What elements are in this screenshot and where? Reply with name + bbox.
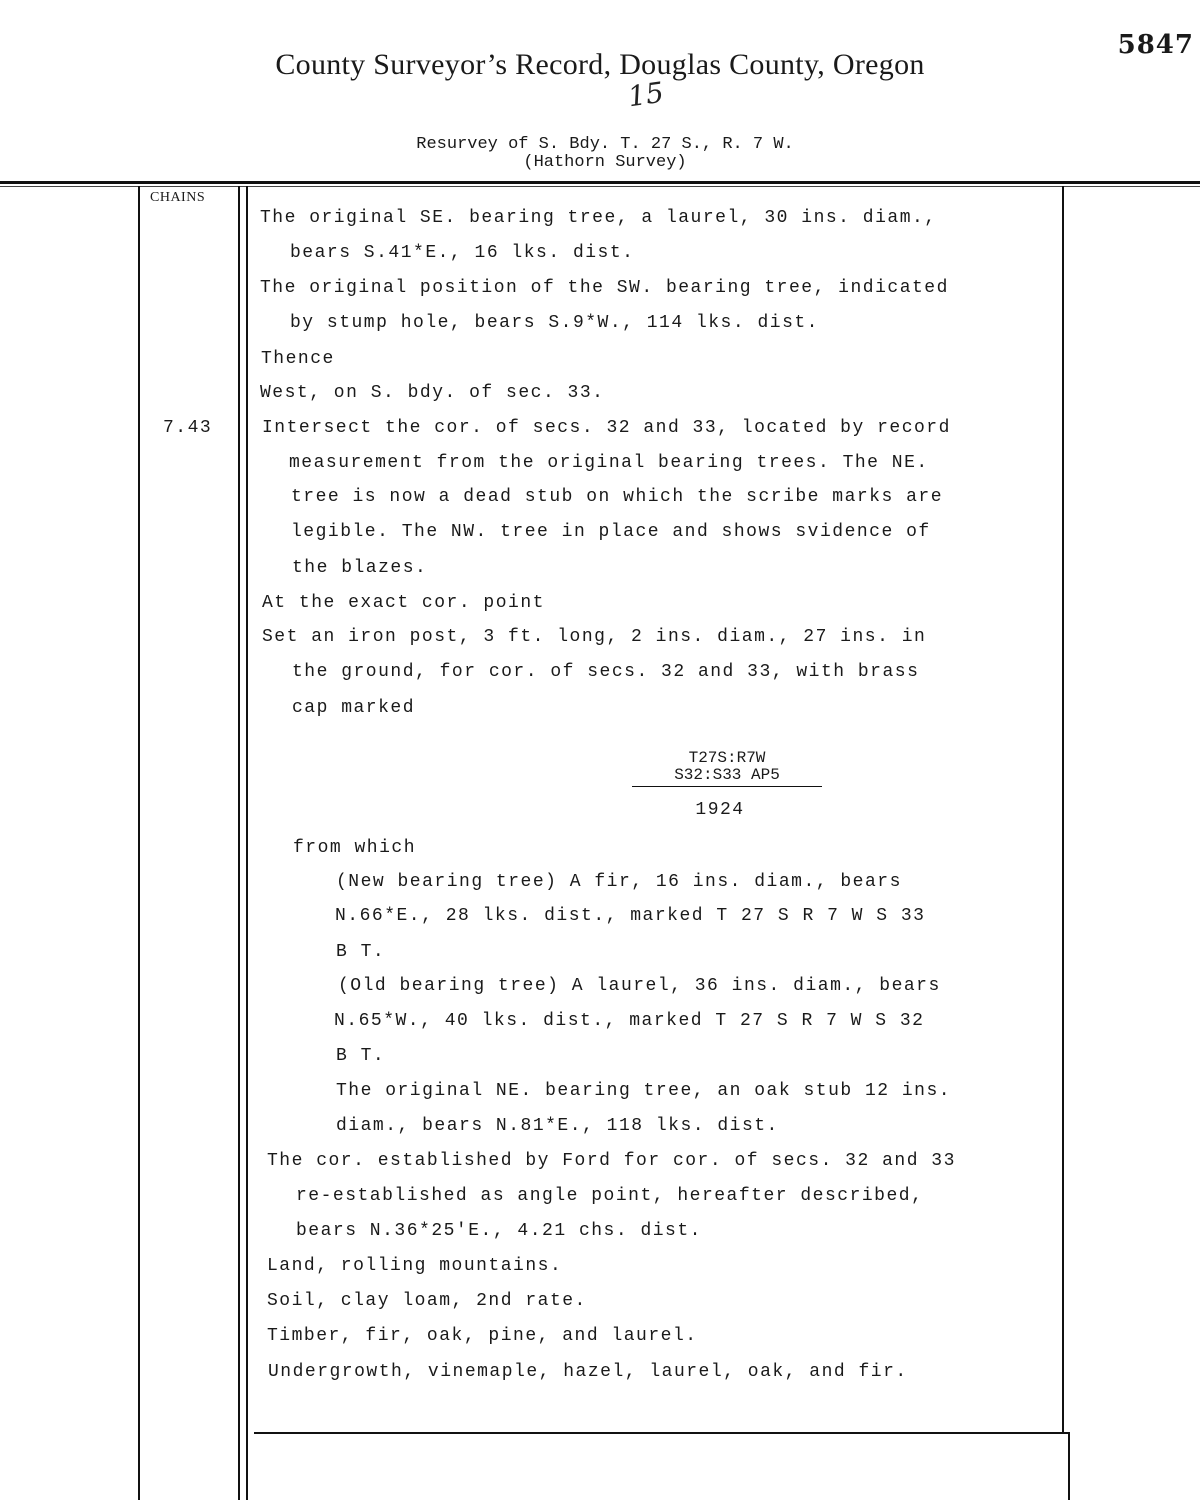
text-line: The original SE. bearing tree, a laurel, 30 ins. diam., (260, 208, 937, 228)
text-line: re-established as angle point, hereafter described, (296, 1186, 924, 1206)
chain-distance: 7.43 (163, 418, 213, 438)
text-line: The cor. established by Ford for cor. of secs. 32 and 33 (267, 1151, 956, 1171)
text-line: bears N.36*25'E., 4.21 chs. dist. (296, 1221, 702, 1241)
cap-marking-year: 1924 (695, 800, 745, 820)
text-line: Thence (261, 349, 335, 369)
text-line: Set an iron post, 3 ft. long, 2 ins. diam., 27 ins. in (262, 627, 927, 647)
survey-subtitle (0, 136, 1200, 172)
cap-marking-line-2: S32:S33 AP5 (632, 767, 822, 787)
column-rule-left (138, 186, 140, 1500)
text-line: (New bearing tree) A fir, 16 ins. diam., bears (336, 872, 902, 892)
text-line: (Old bearing tree) A laurel, 36 ins. diam., bears (338, 976, 941, 996)
text-line: B T. (336, 1046, 386, 1066)
text-line: legible. The NW. tree in place and shows svidence of (291, 522, 931, 542)
subtitle-line-1: Resurvey of S. Bdy. T. 27 S., R. 7 W. (416, 135, 794, 154)
document-title: County Surveyor’s Record, Douglas County, Oregon (275, 48, 925, 81)
text-line: from which (293, 838, 417, 858)
header-rule-thin (0, 186, 1200, 187)
text-line: cap marked (292, 698, 416, 718)
text-line: The original NE. bearing tree, an oak stub 12 ins. (336, 1081, 952, 1101)
text-line: The original position of the SW. bearing tree, indicated (260, 278, 949, 298)
handwritten-number: 15 (625, 75, 666, 114)
text-line: N.65*W., 40 lks. dist., marked T 27 S R 7 W S 32 (334, 1011, 925, 1031)
text-line: bears S.41*E., 16 lks. dist. (290, 243, 635, 263)
entry-end-rule (254, 1432, 1070, 1434)
chains-column-header: CHAINS (150, 190, 206, 205)
column-rule-chains-right (238, 186, 240, 1500)
text-line: West, on S. bdy. of sec. 33. (260, 383, 605, 403)
column-rule-text-right (1062, 186, 1064, 1434)
text-line: At the exact cor. point (262, 593, 545, 613)
text-line: B T. (336, 942, 386, 962)
header-rule (0, 181, 1200, 184)
page-number: 5847 (1117, 30, 1194, 60)
text-line: N.66*E., 28 lks. dist., marked T 27 S R 7 W S 33 (335, 906, 926, 926)
text-line: by stump hole, bears S.9*W., 114 lks. dist. (290, 313, 819, 333)
brass-cap-marking (632, 750, 822, 787)
text-line: Land, rolling mountains. (267, 1256, 563, 1276)
text-line: Undergrowth, vinemaple, hazel, laurel, oak, and fir. (268, 1362, 908, 1382)
text-line: Intersect the cor. of secs. 32 and 33, located by record (262, 418, 951, 438)
text-line: Soil, clay loam, 2nd rate. (267, 1291, 587, 1311)
text-line: the ground, for cor. of secs. 32 and 33, with brass (292, 662, 920, 682)
text-line: tree is now a dead stub on which the scribe marks are (291, 487, 943, 507)
text-line: measurement from the original bearing trees. The NE. (289, 453, 929, 473)
column-rule-text-left (246, 186, 248, 1500)
column-rule-text-right-lower (1068, 1434, 1070, 1500)
text-line: Timber, fir, oak, pine, and laurel. (267, 1326, 698, 1346)
subtitle-line-2: (Hathorn Survey) (523, 153, 687, 172)
text-line: the blazes. (292, 558, 428, 578)
text-line: diam., bears N.81*E., 118 lks. dist. (336, 1116, 779, 1136)
cap-marking-line-1: T27S:R7W (688, 749, 766, 767)
